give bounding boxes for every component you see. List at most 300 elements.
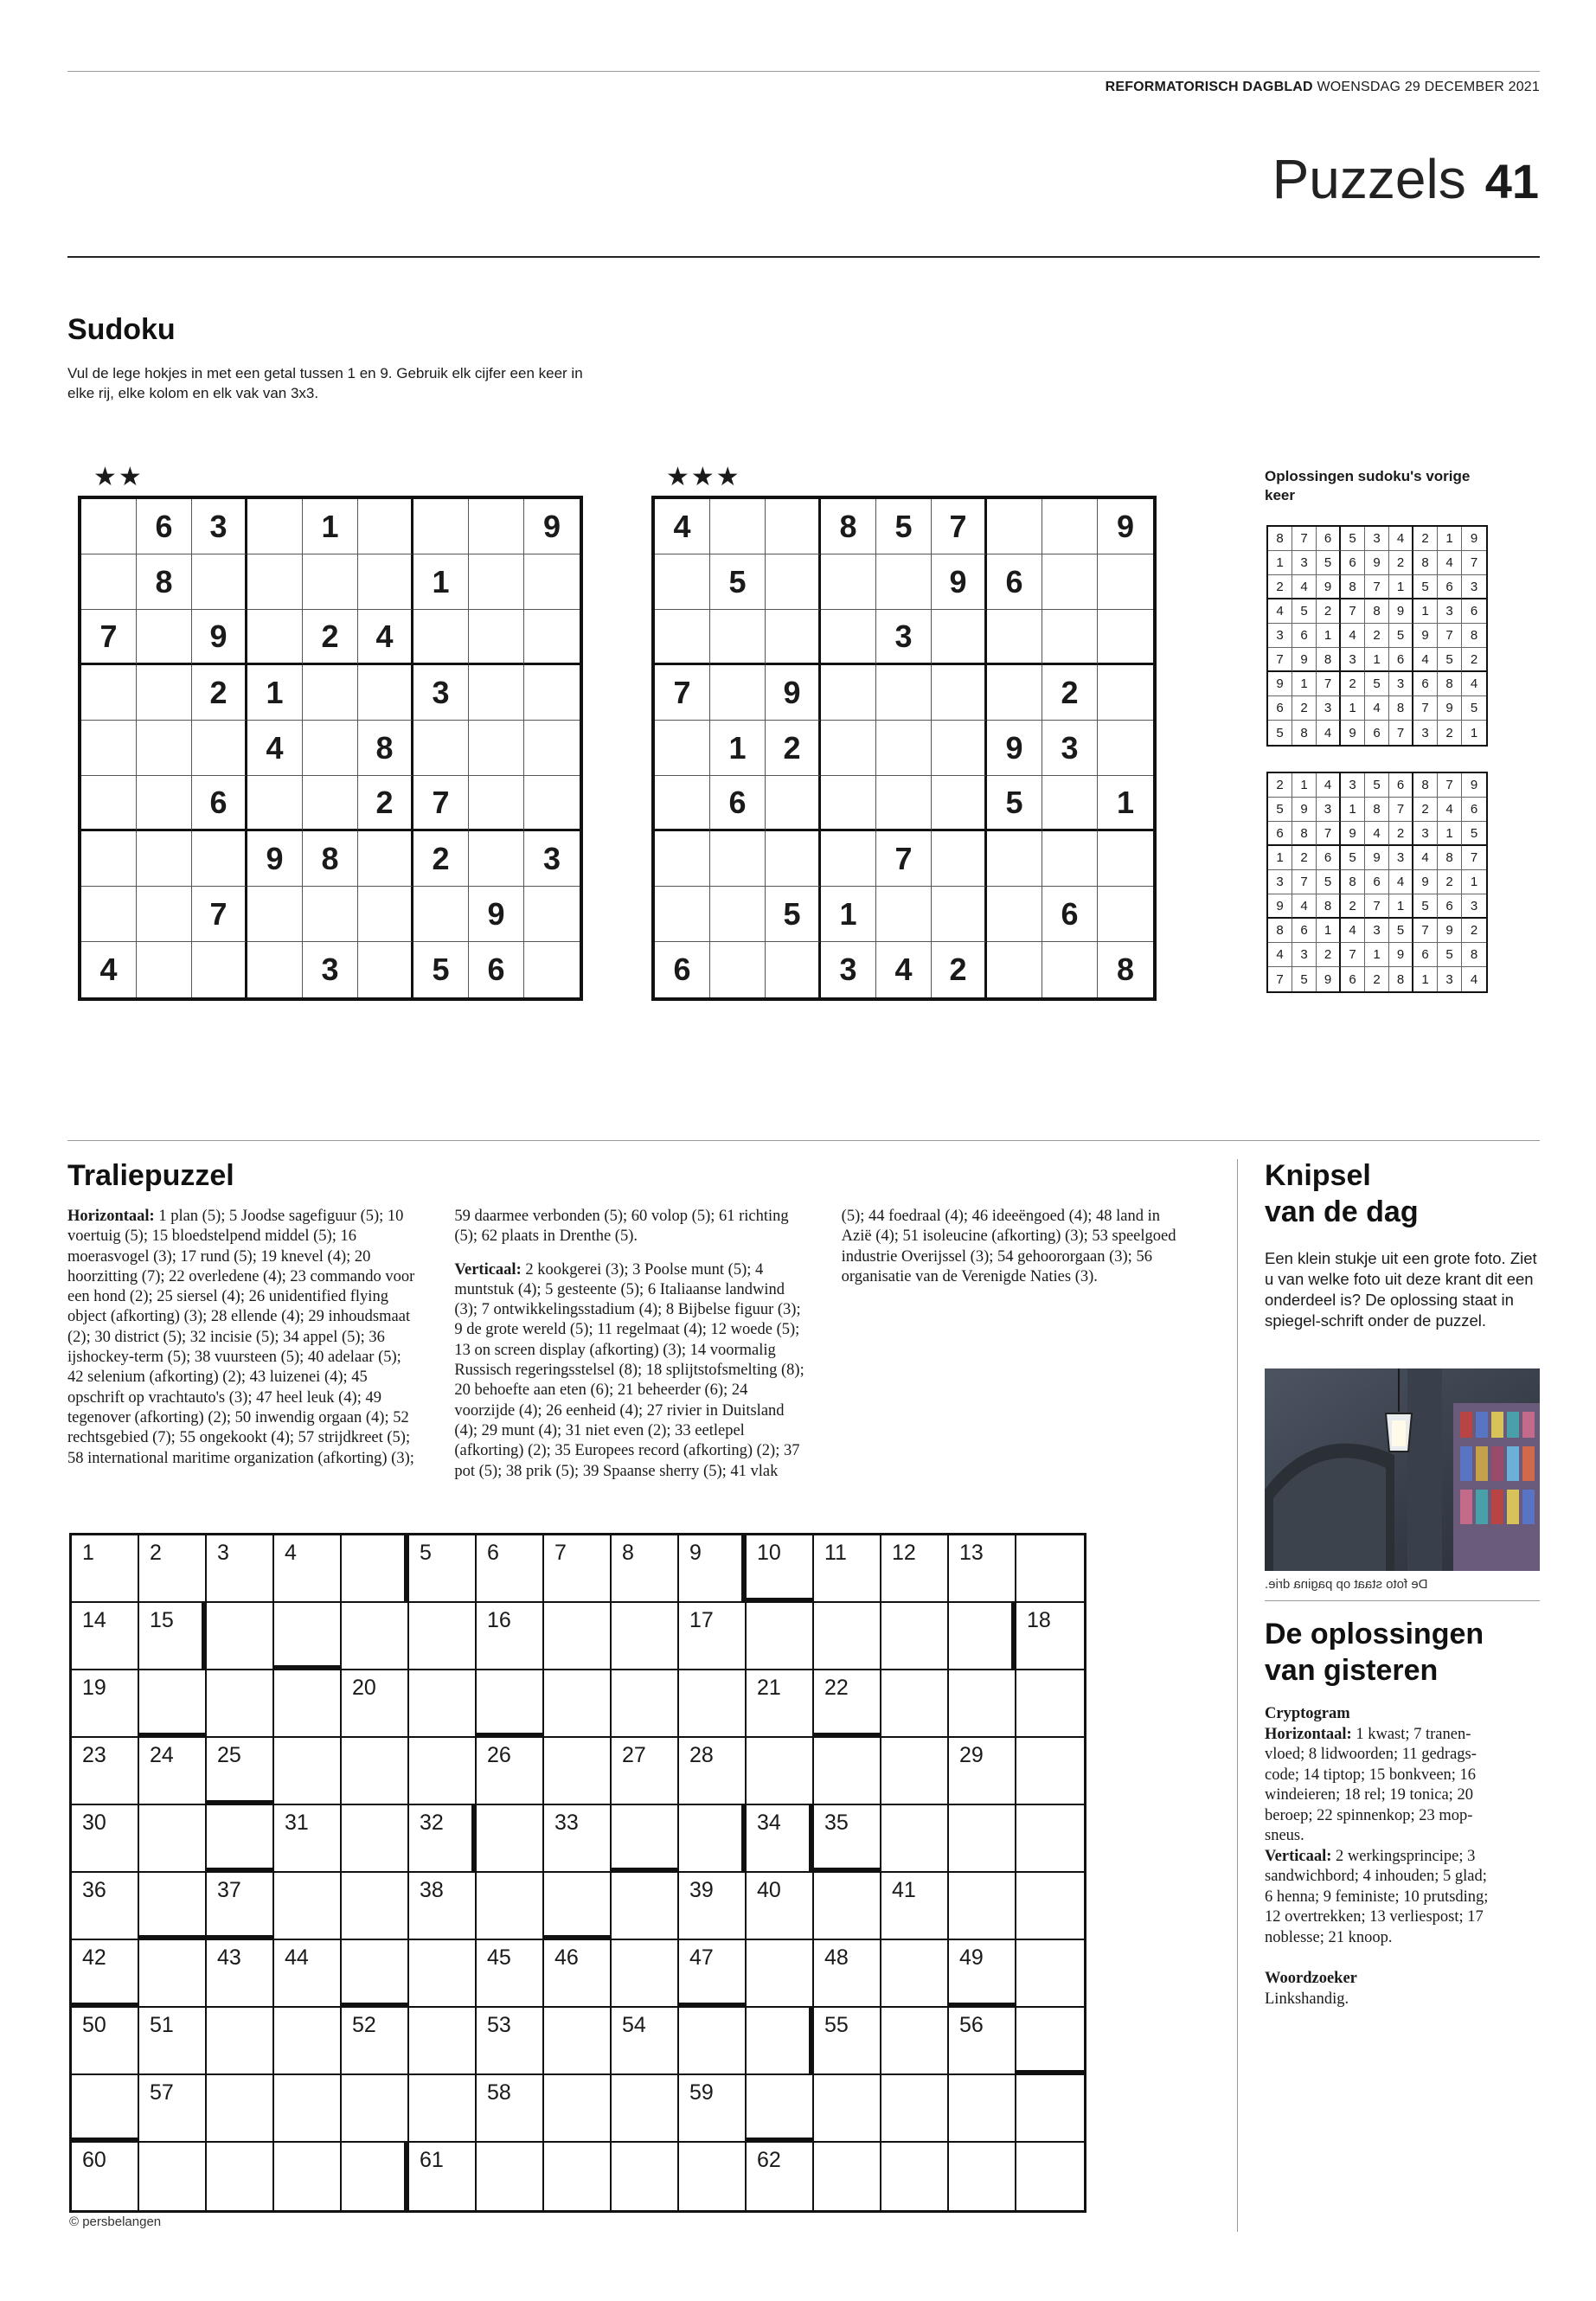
sudoku2-cell[interactable] <box>1042 554 1098 610</box>
tralie-cell[interactable] <box>747 2143 814 2210</box>
sudoku2-cell[interactable]: 1 <box>1098 776 1153 831</box>
tralie-cell[interactable] <box>544 2008 612 2075</box>
sudoku2-cell[interactable] <box>876 887 932 942</box>
tralie-cell[interactable] <box>409 1873 477 1940</box>
tralie-cell[interactable] <box>544 2075 612 2143</box>
sudoku2-cell[interactable] <box>932 721 987 776</box>
tralie-cell[interactable] <box>544 1873 612 1940</box>
sudoku2-cell[interactable]: 3 <box>1042 721 1098 776</box>
sudoku1-cell[interactable] <box>137 721 192 776</box>
tralie-cell[interactable] <box>612 1940 679 2008</box>
sudoku2-cell[interactable]: 2 <box>766 721 821 776</box>
sudoku2-cell[interactable] <box>766 942 821 997</box>
sudoku2-cell[interactable] <box>710 887 766 942</box>
sudoku2-cell[interactable]: 6 <box>655 942 710 997</box>
sudoku1-cell[interactable] <box>81 831 137 887</box>
tralie-cell[interactable] <box>207 1940 274 2008</box>
tralie-cell[interactable] <box>477 1940 544 2008</box>
tralie-cell[interactable] <box>1016 2008 1084 2075</box>
tralie-cell[interactable] <box>612 1738 679 1805</box>
sudoku1-cell[interactable] <box>358 942 413 997</box>
sudoku2-cell[interactable] <box>655 554 710 610</box>
tralie-cell[interactable] <box>881 1603 949 1670</box>
tralie-cell[interactable] <box>881 2143 949 2210</box>
tralie-cell[interactable] <box>139 1738 207 1805</box>
tralie-cell[interactable] <box>207 1535 274 1603</box>
sudoku1-cell[interactable] <box>247 942 303 997</box>
sudoku1-cell[interactable]: 9 <box>524 499 580 554</box>
sudoku2-cell[interactable] <box>1098 831 1153 887</box>
tralie-cell[interactable] <box>1016 1738 1084 1805</box>
sudoku2-cell[interactable] <box>1098 665 1153 721</box>
sudoku2-cell[interactable] <box>766 610 821 665</box>
sudoku1-cell[interactable]: 1 <box>303 499 358 554</box>
tralie-cell[interactable] <box>342 1738 409 1805</box>
sudoku1-cell[interactable] <box>303 665 358 721</box>
sudoku2-cell[interactable] <box>766 499 821 554</box>
sudoku1-cell[interactable] <box>247 499 303 554</box>
sudoku2-cell[interactable] <box>821 776 876 831</box>
sudoku1-cell[interactable] <box>469 831 524 887</box>
tralie-cell[interactable] <box>139 2008 207 2075</box>
tralie-cell[interactable] <box>139 1670 207 1738</box>
tralie-cell[interactable] <box>949 1738 1016 1805</box>
tralie-cell[interactable] <box>544 1603 612 1670</box>
sudoku2-cell[interactable] <box>655 721 710 776</box>
sudoku1-cell[interactable]: 8 <box>358 721 413 776</box>
tralie-cell[interactable] <box>612 1805 679 1873</box>
sudoku2-cell[interactable] <box>987 610 1042 665</box>
tralie-cell[interactable] <box>274 1805 342 1873</box>
tralie-cell[interactable] <box>207 1873 274 1940</box>
sudoku2-cell[interactable]: 5 <box>710 554 766 610</box>
tralie-cell[interactable] <box>207 1603 274 1670</box>
sudoku1-cell[interactable] <box>413 721 469 776</box>
sudoku1-cell[interactable]: 5 <box>413 942 469 997</box>
tralie-cell[interactable] <box>72 1873 139 1940</box>
sudoku2-cell[interactable]: 7 <box>932 499 987 554</box>
sudoku2-cell[interactable]: 3 <box>876 610 932 665</box>
sudoku2-cell[interactable] <box>876 721 932 776</box>
sudoku1-cell[interactable] <box>524 942 580 997</box>
sudoku2-cell[interactable] <box>710 499 766 554</box>
sudoku2-cell[interactable] <box>987 499 1042 554</box>
sudoku1-cell[interactable] <box>303 887 358 942</box>
tralie-cell[interactable] <box>477 1738 544 1805</box>
sudoku1-cell[interactable] <box>413 887 469 942</box>
sudoku1-cell[interactable]: 6 <box>137 499 192 554</box>
tralie-cell[interactable] <box>409 2075 477 2143</box>
sudoku1-cell[interactable] <box>303 776 358 831</box>
sudoku1-cell[interactable]: 3 <box>192 499 247 554</box>
sudoku1-cell[interactable]: 9 <box>192 610 247 665</box>
sudoku1-cell[interactable]: 9 <box>469 887 524 942</box>
tralie-cell[interactable] <box>612 1873 679 1940</box>
tralie-cell[interactable] <box>274 1738 342 1805</box>
sudoku2-cell[interactable] <box>876 776 932 831</box>
tralie-cell[interactable] <box>139 1873 207 1940</box>
sudoku1-cell[interactable] <box>137 887 192 942</box>
tralie-cell[interactable] <box>814 1670 881 1738</box>
sudoku1-cell[interactable] <box>524 721 580 776</box>
tralie-cell[interactable] <box>1016 2143 1084 2210</box>
tralie-cell[interactable] <box>679 1535 747 1603</box>
tralie-cell[interactable] <box>477 1535 544 1603</box>
tralie-cell[interactable] <box>612 2143 679 2210</box>
tralie-cell[interactable] <box>1016 1535 1084 1603</box>
sudoku1-cell[interactable] <box>247 610 303 665</box>
tralie-cell[interactable] <box>477 2075 544 2143</box>
sudoku2-cell[interactable]: 9 <box>987 721 1042 776</box>
sudoku1-cell[interactable] <box>247 776 303 831</box>
tralie-cell[interactable] <box>342 1940 409 2008</box>
sudoku1-cell[interactable] <box>192 554 247 610</box>
sudoku2-cell[interactable] <box>710 665 766 721</box>
sudoku1-cell[interactable] <box>524 776 580 831</box>
tralie-cell[interactable] <box>747 2008 814 2075</box>
sudoku1-cell[interactable] <box>413 610 469 665</box>
sudoku1-cell[interactable] <box>358 499 413 554</box>
sudoku2-cell[interactable] <box>766 831 821 887</box>
tralie-cell[interactable] <box>747 1535 814 1603</box>
sudoku2-cell[interactable] <box>932 831 987 887</box>
tralie-cell[interactable] <box>409 1535 477 1603</box>
sudoku2-cell[interactable] <box>987 831 1042 887</box>
tralie-cell[interactable] <box>679 2008 747 2075</box>
tralie-cell[interactable] <box>72 1603 139 1670</box>
sudoku2-cell[interactable] <box>932 776 987 831</box>
tralie-cell[interactable] <box>679 2075 747 2143</box>
tralie-cell[interactable] <box>881 1670 949 1738</box>
sudoku1-cell[interactable]: 2 <box>413 831 469 887</box>
sudoku2-cell[interactable]: 2 <box>1042 665 1098 721</box>
sudoku1-cell[interactable] <box>469 499 524 554</box>
tralie-cell[interactable] <box>409 1603 477 1670</box>
sudoku1-cell[interactable] <box>81 776 137 831</box>
sudoku2-cell[interactable] <box>821 665 876 721</box>
sudoku2-cell[interactable] <box>1098 721 1153 776</box>
tralie-cell[interactable] <box>139 2143 207 2210</box>
sudoku2-cell[interactable] <box>987 665 1042 721</box>
sudoku1-cell[interactable] <box>413 499 469 554</box>
sudoku1-cell[interactable] <box>303 554 358 610</box>
tralie-cell[interactable] <box>747 1603 814 1670</box>
tralie-cell[interactable] <box>477 2143 544 2210</box>
tralie-cell[interactable] <box>747 1670 814 1738</box>
sudoku1-cell[interactable]: 7 <box>81 610 137 665</box>
tralie-cell[interactable] <box>747 2075 814 2143</box>
sudoku1-cell[interactable] <box>137 610 192 665</box>
sudoku2-cell[interactable] <box>655 610 710 665</box>
sudoku2-cell[interactable] <box>655 776 710 831</box>
sudoku2-cell[interactable] <box>766 776 821 831</box>
tralie-cell[interactable] <box>949 1805 1016 1873</box>
tralie-cell[interactable] <box>814 2143 881 2210</box>
tralie-cell[interactable] <box>72 1805 139 1873</box>
sudoku1-cell[interactable] <box>81 887 137 942</box>
tralie-cell[interactable] <box>72 1535 139 1603</box>
sudoku1-cell[interactable] <box>524 887 580 942</box>
tralie-cell[interactable] <box>679 1805 747 1873</box>
sudoku1-cell[interactable]: 7 <box>413 776 469 831</box>
tralie-cell[interactable] <box>477 1670 544 1738</box>
sudoku1-cell[interactable]: 4 <box>81 942 137 997</box>
sudoku2-cell[interactable]: 6 <box>1042 887 1098 942</box>
sudoku2-cell[interactable] <box>1042 776 1098 831</box>
sudoku1-cell[interactable]: 8 <box>303 831 358 887</box>
tralie-cell[interactable] <box>477 1603 544 1670</box>
sudoku2-cell[interactable] <box>766 554 821 610</box>
tralie-cell[interactable] <box>207 2075 274 2143</box>
sudoku2-cell[interactable] <box>932 665 987 721</box>
tralie-cell[interactable] <box>747 1940 814 2008</box>
sudoku2-cell[interactable] <box>710 942 766 997</box>
sudoku2-cell[interactable] <box>932 887 987 942</box>
tralie-cell[interactable] <box>881 1805 949 1873</box>
sudoku1-cell[interactable] <box>81 721 137 776</box>
sudoku2-cell[interactable] <box>932 610 987 665</box>
sudoku2-cell[interactable] <box>655 831 710 887</box>
tralie-cell[interactable] <box>409 1805 477 1873</box>
sudoku1-cell[interactable] <box>81 665 137 721</box>
sudoku1-cell[interactable] <box>358 665 413 721</box>
tralie-cell[interactable] <box>477 1805 544 1873</box>
sudoku1-cell[interactable] <box>469 776 524 831</box>
sudoku1-cell[interactable] <box>358 554 413 610</box>
sudoku1-cell[interactable] <box>469 665 524 721</box>
sudoku1-cell[interactable]: 2 <box>303 610 358 665</box>
sudoku2-cell[interactable]: 6 <box>710 776 766 831</box>
sudoku2-cell[interactable]: 7 <box>876 831 932 887</box>
tralie-cell[interactable] <box>949 1535 1016 1603</box>
tralie-cell[interactable] <box>949 1670 1016 1738</box>
tralie-cell[interactable] <box>342 2075 409 2143</box>
tralie-cell[interactable] <box>72 1940 139 2008</box>
tralie-cell[interactable] <box>747 1738 814 1805</box>
tralie-cell[interactable] <box>274 1940 342 2008</box>
sudoku2-cell[interactable] <box>1042 499 1098 554</box>
sudoku2-cell[interactable] <box>710 831 766 887</box>
tralie-cell[interactable] <box>814 1738 881 1805</box>
sudoku2-cell[interactable]: 3 <box>821 942 876 997</box>
tralie-cell[interactable] <box>72 1670 139 1738</box>
sudoku1-cell[interactable]: 3 <box>303 942 358 997</box>
tralie-cell[interactable] <box>409 1738 477 1805</box>
sudoku2-cell[interactable] <box>1042 831 1098 887</box>
sudoku2-cell[interactable]: 9 <box>766 665 821 721</box>
tralie-cell[interactable] <box>881 2075 949 2143</box>
sudoku2-cell[interactable]: 6 <box>987 554 1042 610</box>
sudoku2-cell[interactable]: 1 <box>710 721 766 776</box>
sudoku1-cell[interactable] <box>247 887 303 942</box>
tralie-cell[interactable] <box>409 1940 477 2008</box>
sudoku1-cell[interactable] <box>192 831 247 887</box>
sudoku2-cell[interactable]: 7 <box>655 665 710 721</box>
sudoku1-cell[interactable] <box>524 665 580 721</box>
sudoku1-cell[interactable] <box>303 721 358 776</box>
tralie-cell[interactable] <box>274 1670 342 1738</box>
sudoku1-cell[interactable]: 2 <box>358 776 413 831</box>
sudoku1-cell[interactable]: 6 <box>192 776 247 831</box>
tralie-cell[interactable] <box>139 1603 207 1670</box>
sudoku2-cell[interactable]: 2 <box>932 942 987 997</box>
sudoku2-cell[interactable] <box>876 554 932 610</box>
tralie-cell[interactable] <box>1016 1670 1084 1738</box>
tralie-cell[interactable] <box>679 1603 747 1670</box>
sudoku2-cell[interactable]: 9 <box>1098 499 1153 554</box>
tralie-cell[interactable] <box>139 1940 207 2008</box>
tralie-cell[interactable] <box>949 1873 1016 1940</box>
tralie-cell[interactable] <box>679 2143 747 2210</box>
sudoku1-cell[interactable] <box>137 942 192 997</box>
tralie-cell[interactable] <box>544 1940 612 2008</box>
tralie-cell[interactable] <box>342 1535 409 1603</box>
sudoku1-cell[interactable] <box>247 554 303 610</box>
sudoku1-cell[interactable] <box>524 610 580 665</box>
tralie-cell[interactable] <box>409 2008 477 2075</box>
tralie-cell[interactable] <box>544 1805 612 1873</box>
tralie-cell[interactable] <box>881 1873 949 1940</box>
sudoku1-cell[interactable]: 3 <box>524 831 580 887</box>
tralie-cell[interactable] <box>342 1873 409 1940</box>
tralie-cell[interactable] <box>814 1873 881 1940</box>
tralie-cell[interactable] <box>814 1805 881 1873</box>
tralie-cell[interactable] <box>72 2008 139 2075</box>
sudoku2-cell[interactable] <box>1042 610 1098 665</box>
tralie-cell[interactable] <box>544 2143 612 2210</box>
sudoku2-cell[interactable]: 5 <box>987 776 1042 831</box>
tralie-cell[interactable] <box>544 1535 612 1603</box>
sudoku2-cell[interactable]: 4 <box>655 499 710 554</box>
tralie-cell[interactable] <box>747 1873 814 1940</box>
tralie-cell[interactable] <box>814 1535 881 1603</box>
sudoku1-cell[interactable]: 6 <box>469 942 524 997</box>
sudoku2-cell[interactable]: 1 <box>821 887 876 942</box>
tralie-cell[interactable] <box>679 1670 747 1738</box>
sudoku-grid-2[interactable] <box>651 496 1157 1001</box>
sudoku2-cell[interactable] <box>876 665 932 721</box>
tralie-cell[interactable] <box>477 1873 544 1940</box>
sudoku2-cell[interactable] <box>987 887 1042 942</box>
tralie-cell[interactable] <box>747 1805 814 1873</box>
tralie-cell[interactable] <box>274 1873 342 1940</box>
sudoku1-cell[interactable] <box>192 942 247 997</box>
sudoku2-cell[interactable] <box>821 610 876 665</box>
tralie-cell[interactable] <box>612 2075 679 2143</box>
tralie-cell[interactable] <box>274 1535 342 1603</box>
tralie-cell[interactable] <box>207 1670 274 1738</box>
sudoku1-cell[interactable]: 4 <box>247 721 303 776</box>
tralie-cell[interactable] <box>814 2075 881 2143</box>
tralie-cell[interactable] <box>949 2008 1016 2075</box>
sudoku1-cell[interactable]: 8 <box>137 554 192 610</box>
tralie-cell[interactable] <box>1016 2075 1084 2143</box>
sudoku2-cell[interactable] <box>655 887 710 942</box>
sudoku1-cell[interactable]: 9 <box>247 831 303 887</box>
tralie-cell[interactable] <box>409 2143 477 2210</box>
sudoku1-cell[interactable]: 4 <box>358 610 413 665</box>
tralie-cell[interactable] <box>207 1738 274 1805</box>
tralie-cell[interactable] <box>679 1940 747 2008</box>
tralie-cell[interactable] <box>881 1738 949 1805</box>
sudoku2-cell[interactable] <box>821 721 876 776</box>
sudoku1-cell[interactable]: 2 <box>192 665 247 721</box>
sudoku1-cell[interactable] <box>358 831 413 887</box>
sudoku2-cell[interactable] <box>1098 887 1153 942</box>
tralie-cell[interactable] <box>814 1603 881 1670</box>
sudoku-grid-1[interactable] <box>78 496 583 1001</box>
sudoku1-cell[interactable]: 7 <box>192 887 247 942</box>
sudoku1-cell[interactable] <box>524 554 580 610</box>
tralie-cell[interactable] <box>949 2075 1016 2143</box>
tralie-cell[interactable] <box>949 1603 1016 1670</box>
sudoku2-cell[interactable]: 4 <box>876 942 932 997</box>
sudoku2-cell[interactable] <box>987 942 1042 997</box>
sudoku2-cell[interactable] <box>710 610 766 665</box>
tralie-cell[interactable] <box>139 1805 207 1873</box>
sudoku2-cell[interactable]: 9 <box>932 554 987 610</box>
sudoku1-cell[interactable] <box>137 776 192 831</box>
sudoku2-cell[interactable]: 8 <box>1116 952 1135 987</box>
tralie-cell[interactable] <box>612 1670 679 1738</box>
tralie-cell[interactable] <box>1016 1805 1084 1873</box>
sudoku1-cell[interactable] <box>469 721 524 776</box>
tralie-cell[interactable] <box>612 1535 679 1603</box>
tralie-cell[interactable] <box>881 1940 949 2008</box>
tralie-cell[interactable] <box>207 2143 274 2210</box>
tralie-cell[interactable] <box>342 2143 409 2210</box>
sudoku1-cell[interactable]: 3 <box>413 665 469 721</box>
traliepuzzel-grid[interactable] <box>69 1533 1086 2213</box>
tralie-cell[interactable] <box>814 1940 881 2008</box>
sudoku1-cell[interactable] <box>469 554 524 610</box>
sudoku1-cell[interactable] <box>192 721 247 776</box>
sudoku1-cell[interactable] <box>81 554 137 610</box>
tralie-cell[interactable] <box>612 1603 679 1670</box>
sudoku2-cell[interactable] <box>1098 554 1153 610</box>
tralie-cell[interactable] <box>881 2008 949 2075</box>
tralie-cell[interactable] <box>207 2008 274 2075</box>
sudoku2-cell[interactable] <box>821 831 876 887</box>
tralie-cell[interactable] <box>274 1603 342 1670</box>
tralie-cell[interactable] <box>1016 1873 1084 1940</box>
tralie-cell[interactable] <box>409 1670 477 1738</box>
tralie-cell[interactable] <box>139 2075 207 2143</box>
tralie-cell[interactable] <box>72 2143 139 2210</box>
tralie-cell[interactable] <box>949 2143 1016 2210</box>
tralie-cell[interactable] <box>612 2008 679 2075</box>
sudoku2-cell[interactable]: 5 <box>766 887 821 942</box>
tralie-cell[interactable] <box>679 1738 747 1805</box>
tralie-cell[interactable] <box>342 1670 409 1738</box>
tralie-cell[interactable] <box>342 1603 409 1670</box>
tralie-cell[interactable] <box>72 2075 139 2143</box>
sudoku2-cell[interactable]: 5 <box>876 499 932 554</box>
tralie-cell[interactable] <box>1016 1940 1084 2008</box>
sudoku2-cell[interactable]: 8 <box>821 499 876 554</box>
tralie-cell[interactable] <box>274 2143 342 2210</box>
sudoku1-cell[interactable] <box>358 887 413 942</box>
sudoku1-cell[interactable] <box>137 665 192 721</box>
sudoku2-cell[interactable] <box>821 554 876 610</box>
tralie-cell[interactable] <box>72 1738 139 1805</box>
tralie-cell[interactable] <box>881 1535 949 1603</box>
tralie-cell[interactable] <box>139 1535 207 1603</box>
tralie-cell[interactable] <box>477 2008 544 2075</box>
sudoku2-cell[interactable] <box>1042 942 1098 997</box>
sudoku1-cell[interactable] <box>137 831 192 887</box>
tralie-cell[interactable] <box>679 1873 747 1940</box>
